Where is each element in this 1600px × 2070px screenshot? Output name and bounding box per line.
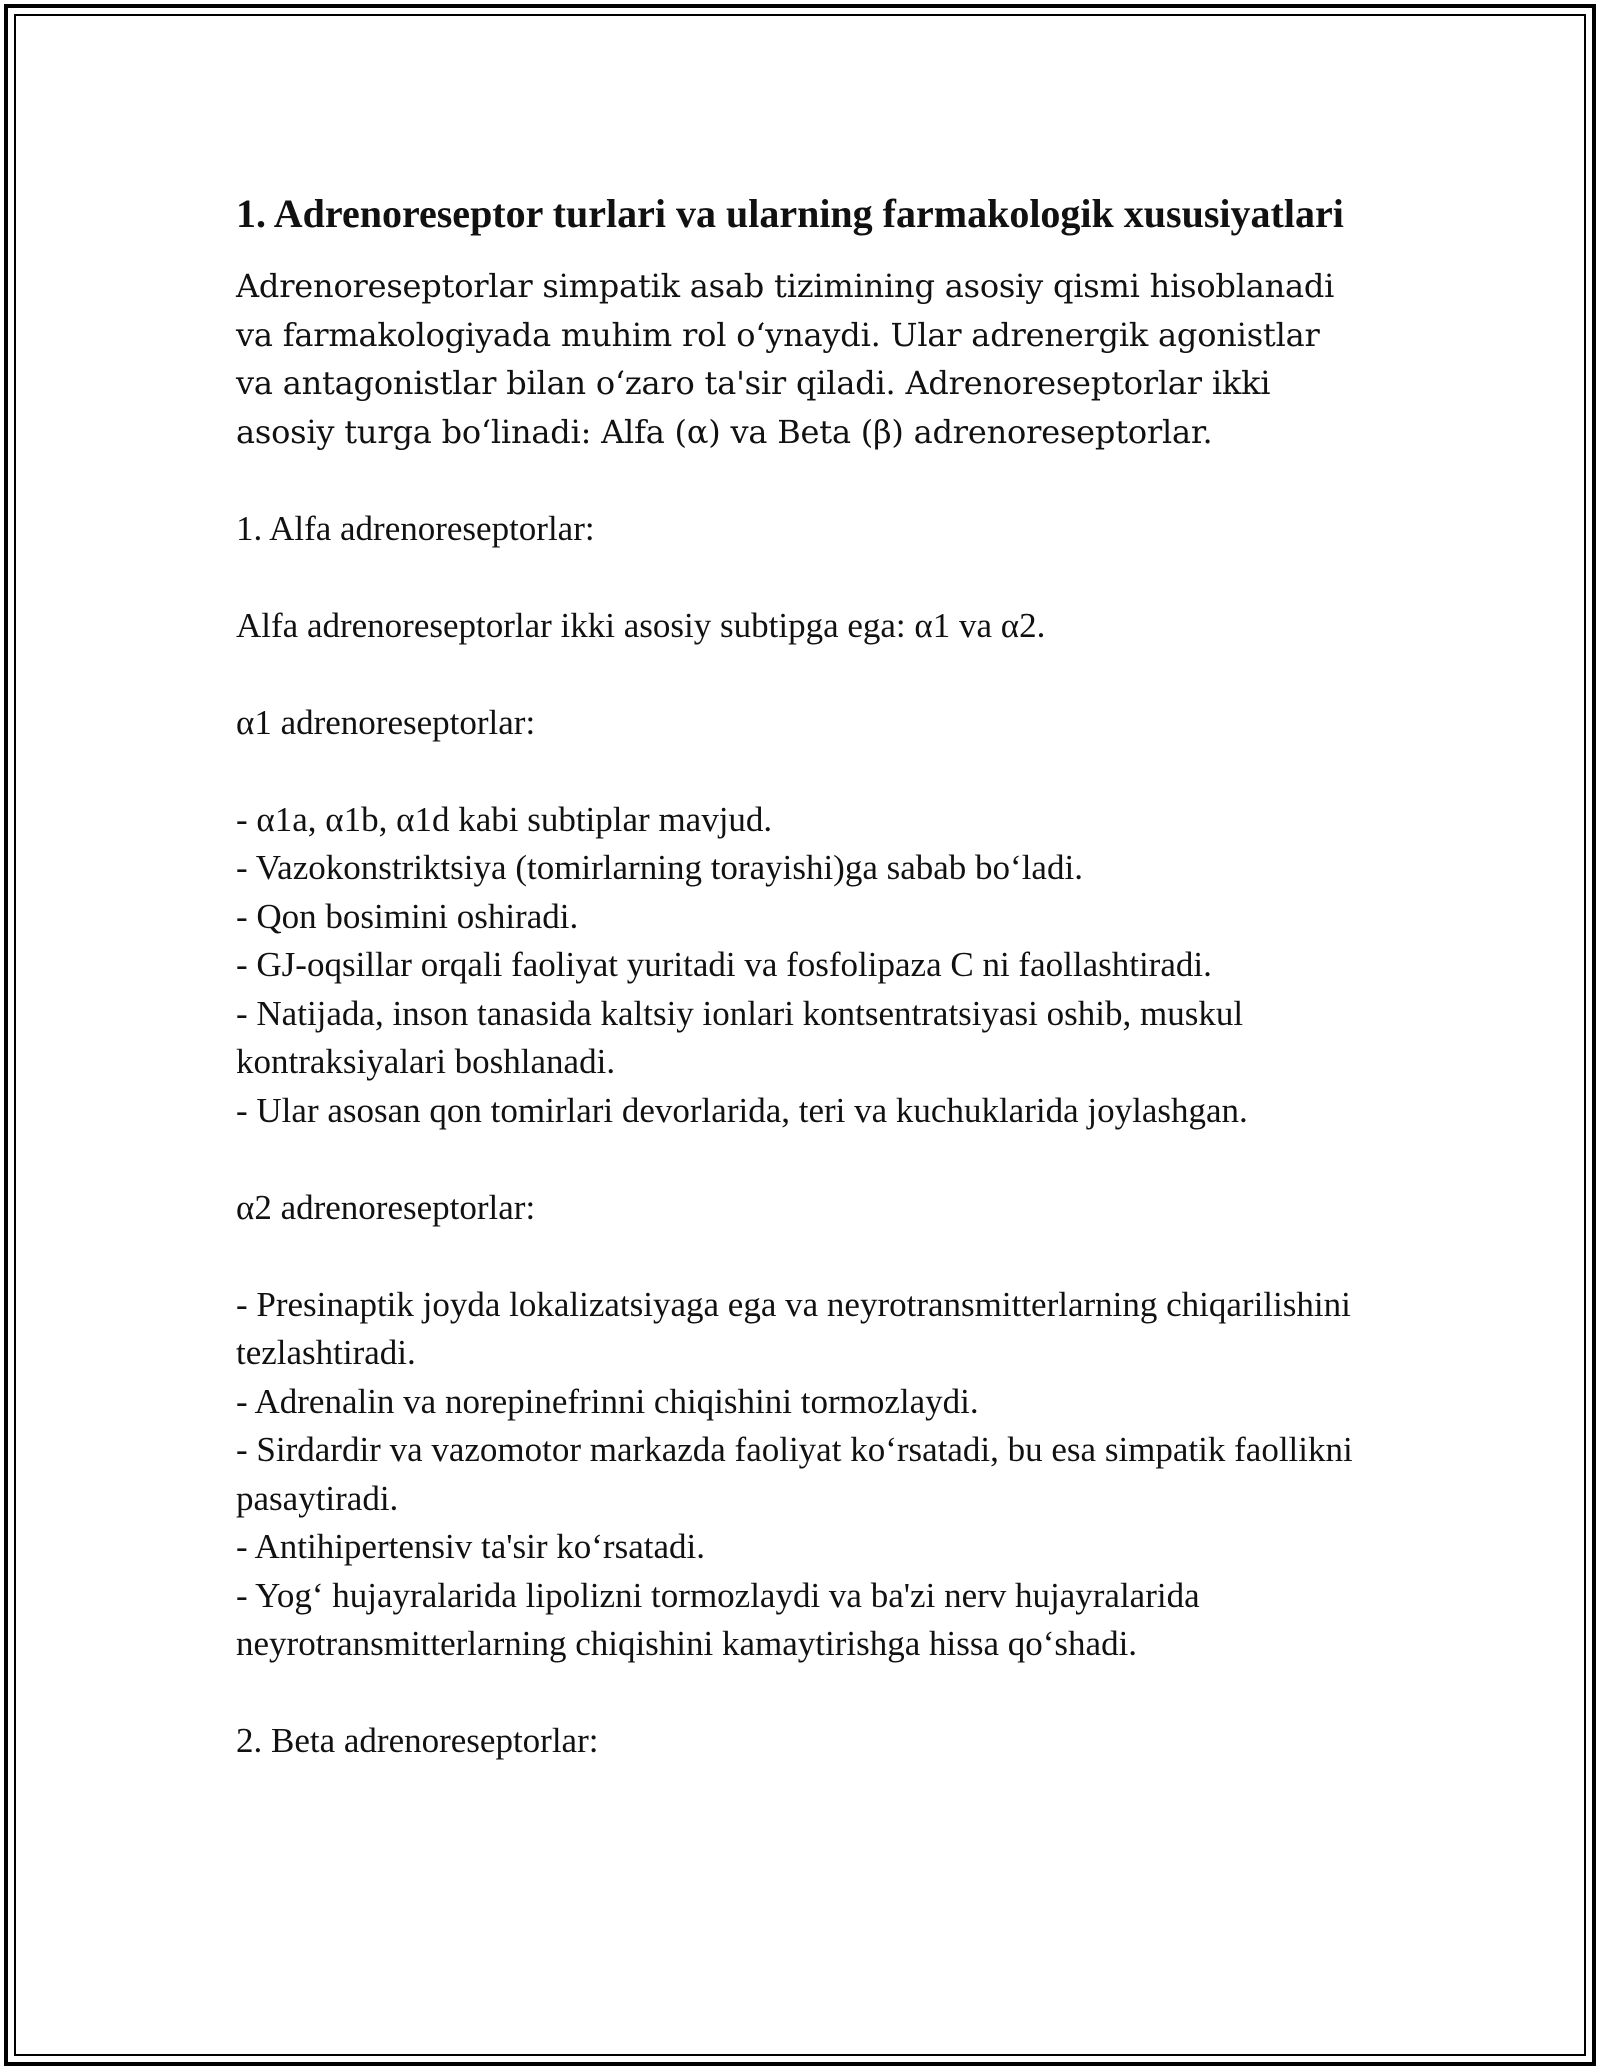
- beta-heading: 2. Beta adrenoreseptorlar:: [236, 1721, 599, 1760]
- alpha2-item: - Adrenalin va norepinefrinni chiqishini tormozlaydi.: [236, 1381, 979, 1421]
- document-body: [236, 186, 1366, 1766]
- alpha-section: [236, 456, 1366, 1766]
- alpha1-item: - Qon bosimini oshiradi.: [236, 896, 579, 936]
- alpha1-item: - α1a, α1b, α1d kabi subtiplar mavjud.: [236, 799, 773, 839]
- document-title: 1. Adrenoreseptor turlari va ularning farmakologik xususiyatlari: [236, 191, 1344, 236]
- alpha2-item: - Yog‘ hujayralarida lipolizni tormozlaydi va ba'zi nerv hujayralarida neyrotransmitterlarning chiqishini kamaytirishga hissa qo‘shadi.: [236, 1575, 1200, 1663]
- alpha1-item: - Vazokonstriktsiya (tomirlarning torayishi)ga sabab bo‘ladi.: [236, 848, 1083, 887]
- alpha1-item: - Natijada, inson tanasida kaltsiy ionlari kontsentratsiyasi oshib, muskul kontraksiyalari boshlanadi.: [236, 993, 1244, 1081]
- intro-paragraph: Adrenoreseptorlar simpatik asab tizimining asosiy qismi hisoblanadi va farmakologiyada muhim rol o‘ynaydi. Ular adrenergik agonistlar va antagonistlar bilan o‘zaro ta'sir qiladi. Adrenoreseptorlar ikki asosiy turga bo‘linadi: Alfa (α) va Beta (β) adrenoreseptorlar.: [236, 267, 1335, 451]
- alpha-heading: 1. Alfa adrenoreseptorlar:: [236, 508, 595, 548]
- alpha2-item: - Antihipertensiv ta'sir ko‘rsatadi.: [236, 1527, 705, 1566]
- alpha1-item: - GJ-oqsillar orqali faoliyat yuritadi va fosfolipaza C ni faollashtiradi.: [236, 945, 1212, 984]
- alpha2-heading: α2 adrenoreseptorlar:: [236, 1187, 536, 1227]
- alpha1-heading: α1 adrenoreseptorlar:: [236, 702, 536, 742]
- alpha-subtypes-text: Alfa adrenoreseptorlar ikki asosiy subtipga ega: α1 va α2.: [236, 605, 1046, 645]
- alpha1-item: - Ular asosan qon tomirlari devorlarida, teri va kuchuklarida joylashgan.: [236, 1090, 1248, 1130]
- alpha2-item: - Sirdardir va vazomotor markazda faoliyat ko‘rsatadi, bu esa simpatik faollikni pasaytiradi.: [236, 1430, 1353, 1518]
- alpha2-item: - Presinaptik joyda lokalizatsiyaga ega va neyrotransmitterlarning chiqarilishini tezlashtiradi.: [236, 1284, 1351, 1372]
